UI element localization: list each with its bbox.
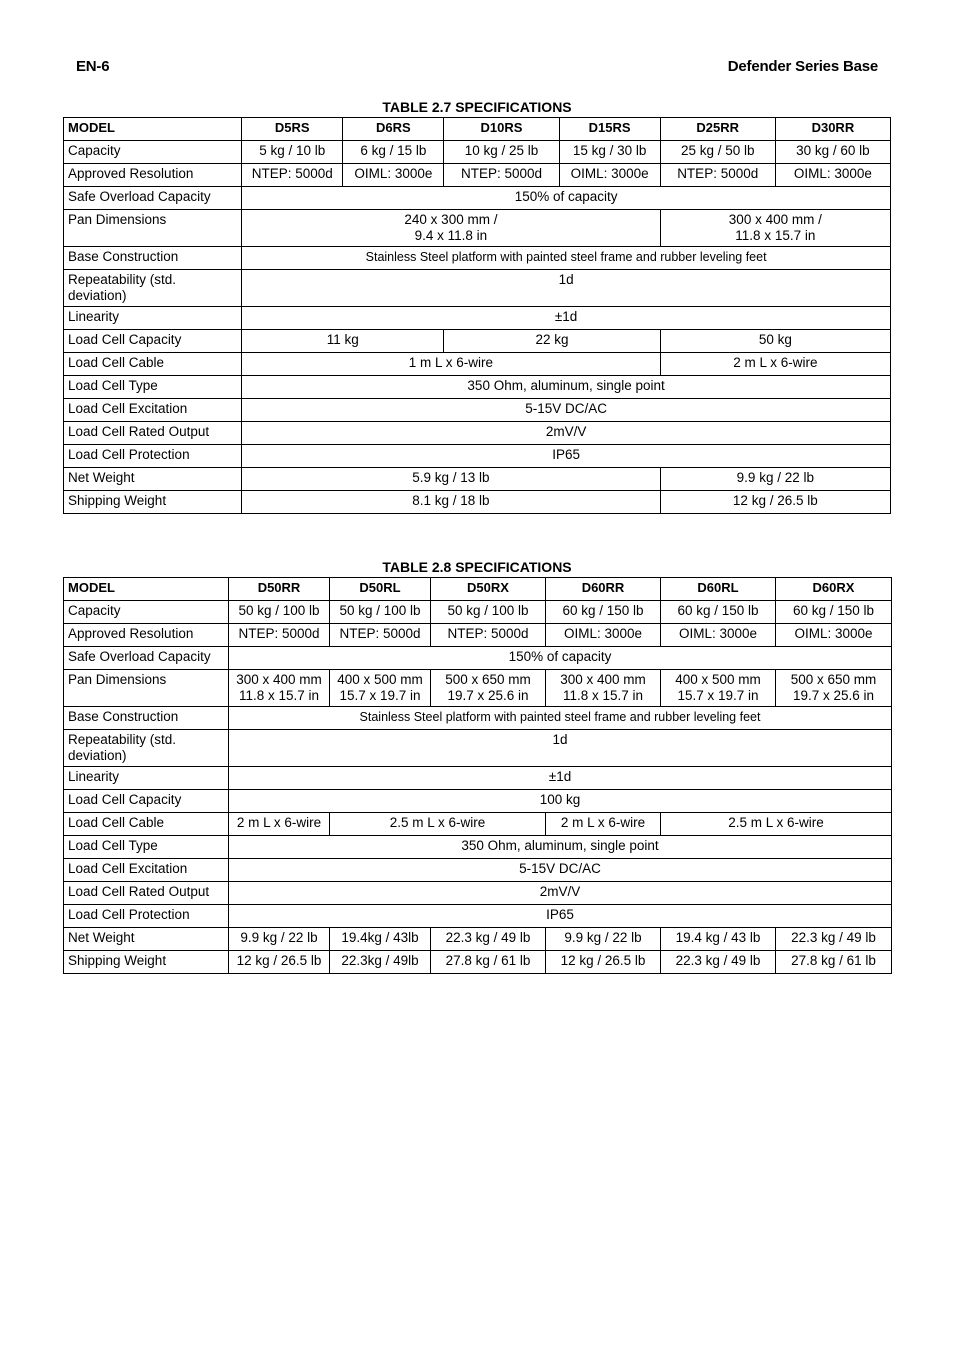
- row-label: Net Weight: [64, 468, 242, 491]
- row-label: Load Cell Capacity: [64, 330, 242, 353]
- table-row: [64, 141, 891, 164]
- table-cell: 60 kg / 150 lb: [546, 601, 661, 624]
- row-label: Load Cell Rated Output: [64, 422, 242, 445]
- table-cell: 5-15V DC/AC: [242, 399, 891, 422]
- table-cell: 500 x 650 mm 19.7 x 25.6 in: [431, 670, 546, 707]
- row-label: Repeatability (std. deviation): [64, 270, 242, 307]
- table-row: [64, 647, 892, 670]
- table-cell: 60 kg / 150 lb: [776, 601, 892, 624]
- table-cell: 350 Ohm, aluminum, single point: [242, 376, 891, 399]
- table-cell: 25 kg / 50 lb: [660, 141, 775, 164]
- row-label: Shipping Weight: [64, 491, 242, 514]
- table-cell: ±1d: [242, 307, 891, 330]
- table-row: [64, 670, 892, 707]
- row-label: Load Cell Rated Output: [64, 882, 229, 905]
- document-title: Defender Series Base: [727, 58, 878, 75]
- table-row: [64, 399, 891, 422]
- table-cell: 22.3 kg / 49 lb: [661, 951, 776, 974]
- specifications-table-2-8: [63, 577, 892, 974]
- table-row: [64, 376, 891, 399]
- table-row: [64, 836, 892, 859]
- table-header-row: [64, 578, 892, 601]
- table-cell: OIML: 3000e: [775, 164, 890, 187]
- table-row: [64, 270, 891, 307]
- table-cell: 8.1 kg / 18 lb: [242, 491, 660, 514]
- table-row: [64, 330, 891, 353]
- table-cell: NTEP: 5000d: [660, 164, 775, 187]
- table-header-row: [64, 118, 891, 141]
- table-cell: 6 kg / 15 lb: [343, 141, 444, 164]
- table-cell: OIML: 3000e: [343, 164, 444, 187]
- table-cell: 10 kg / 25 lb: [444, 141, 559, 164]
- row-label: Linearity: [64, 307, 242, 330]
- table-cell: 50 kg / 100 lb: [431, 601, 546, 624]
- specifications-table-2-7: [63, 117, 891, 514]
- table-cell: 27.8 kg / 61 lb: [431, 951, 546, 974]
- table-cell: 1d: [242, 270, 891, 307]
- table-cell: 2 m L x 6-wire: [229, 813, 330, 836]
- table-row: [64, 767, 892, 790]
- row-label: Linearity: [64, 767, 229, 790]
- table-cell: 22.3kg / 49lb: [330, 951, 431, 974]
- table-cell: 150% of capacity: [242, 187, 891, 210]
- table-cell: Stainless Steel platform with painted steel frame and rubber leveling feet: [229, 707, 892, 730]
- table-row: [64, 164, 891, 187]
- row-label: Load Cell Cable: [64, 813, 229, 836]
- table-row: [64, 859, 892, 882]
- table-row: [64, 445, 891, 468]
- row-label: Base Construction: [64, 247, 242, 270]
- row-label: Load Cell Protection: [64, 905, 229, 928]
- table-cell: NTEP: 5000d: [444, 164, 559, 187]
- table-cell: 27.8 kg / 61 lb: [776, 951, 892, 974]
- table-cell: 350 Ohm, aluminum, single point: [229, 836, 892, 859]
- table-cell: 2 m L x 6-wire: [546, 813, 661, 836]
- table-cell: Stainless Steel platform with painted steel frame and rubber leveling feet: [242, 247, 891, 270]
- table-cell: 300 x 400 mm 11.8 x 15.7 in: [546, 670, 661, 707]
- row-label: Load Cell Excitation: [64, 399, 242, 422]
- table-row: [64, 247, 891, 270]
- table-cell: 2mV/V: [242, 422, 891, 445]
- column-header-model: MODEL: [64, 118, 242, 141]
- table-cell: 1 m L x 6-wire: [242, 353, 660, 376]
- row-label: Load Cell Capacity: [64, 790, 229, 813]
- row-label: Safe Overload Capacity: [64, 647, 229, 670]
- column-header-d50rr: D50RR: [229, 578, 330, 601]
- table-cell: 150% of capacity: [229, 647, 892, 670]
- table-row: [64, 813, 892, 836]
- table-cell: IP65: [229, 905, 892, 928]
- table-row: [64, 353, 891, 376]
- table-cell: NTEP: 5000d: [431, 624, 546, 647]
- table-cell: 19.4kg / 43lb: [330, 928, 431, 951]
- column-header-d60rx: D60RX: [776, 578, 892, 601]
- table-cell: 2.5 m L x 6-wire: [330, 813, 546, 836]
- table-cell: 400 x 500 mm 15.7 x 19.7 in: [330, 670, 431, 707]
- row-label: Pan Dimensions: [64, 670, 229, 707]
- row-label: Approved Resolution: [64, 624, 229, 647]
- table-row: [64, 707, 892, 730]
- row-label: Base Construction: [64, 707, 229, 730]
- table-cell: 9.9 kg / 22 lb: [546, 928, 661, 951]
- table-row: [64, 601, 892, 624]
- table-cell: 22 kg: [444, 330, 660, 353]
- column-header-d60rl: D60RL: [661, 578, 776, 601]
- table-cell: ±1d: [229, 767, 892, 790]
- table-cell: 12 kg / 26.5 lb: [546, 951, 661, 974]
- table-cell: 240 x 300 mm / 9.4 x 11.8 in: [242, 210, 660, 247]
- table-cell: 15 kg / 30 lb: [559, 141, 660, 164]
- table-cell: OIML: 3000e: [546, 624, 661, 647]
- table-cell: 100 kg: [229, 790, 892, 813]
- table-row: [64, 730, 892, 767]
- column-header-d6rs: D6RS: [343, 118, 444, 141]
- table-row: [64, 491, 891, 514]
- table-cell: OIML: 3000e: [661, 624, 776, 647]
- table-cell: 5 kg / 10 lb: [242, 141, 343, 164]
- row-label: Safe Overload Capacity: [64, 187, 242, 210]
- table-2-7-caption: TABLE 2.7 SPECIFICATIONS: [382, 99, 572, 115]
- table-2-8-caption: TABLE 2.8 SPECIFICATIONS: [382, 559, 572, 575]
- row-label: Load Cell Type: [64, 836, 229, 859]
- table-cell: 12 kg / 26.5 lb: [229, 951, 330, 974]
- column-header-model: MODEL: [64, 578, 229, 601]
- column-header-d25rr: D25RR: [660, 118, 775, 141]
- table-cell: NTEP: 5000d: [242, 164, 343, 187]
- table-cell: IP65: [242, 445, 891, 468]
- row-label: Load Cell Excitation: [64, 859, 229, 882]
- table-cell: 9.9 kg / 22 lb: [229, 928, 330, 951]
- table-row: [64, 468, 891, 491]
- row-label: Net Weight: [64, 928, 229, 951]
- table-cell: 50 kg / 100 lb: [229, 601, 330, 624]
- row-label: Capacity: [64, 141, 242, 164]
- row-label: Capacity: [64, 601, 229, 624]
- table-cell: 60 kg / 150 lb: [661, 601, 776, 624]
- table-row: [64, 210, 891, 247]
- column-header-d10rs: D10RS: [444, 118, 559, 141]
- row-label: Load Cell Cable: [64, 353, 242, 376]
- column-header-d50rx: D50RX: [431, 578, 546, 601]
- table-cell: 5-15V DC/AC: [229, 859, 892, 882]
- table-cell: NTEP: 5000d: [229, 624, 330, 647]
- row-label: Load Cell Protection: [64, 445, 242, 468]
- column-header-d15rs: D15RS: [559, 118, 660, 141]
- table-cell: 2.5 m L x 6-wire: [661, 813, 892, 836]
- table-cell: 500 x 650 mm 19.7 x 25.6 in: [776, 670, 892, 707]
- row-label: Approved Resolution: [64, 164, 242, 187]
- column-header-d30rr: D30RR: [775, 118, 890, 141]
- table-row: [64, 422, 891, 445]
- table-row: [64, 951, 892, 974]
- table-cell: 2mV/V: [229, 882, 892, 905]
- table-cell: 22.3 kg / 49 lb: [776, 928, 892, 951]
- table-row: [64, 928, 892, 951]
- table-cell: 1d: [229, 730, 892, 767]
- table-cell: OIML: 3000e: [776, 624, 892, 647]
- row-label: Repeatability (std. deviation): [64, 730, 229, 767]
- table-cell: 2 m L x 6-wire: [660, 353, 890, 376]
- table-cell: 12 kg / 26.5 lb: [660, 491, 890, 514]
- table-row: [64, 790, 892, 813]
- table-cell: 22.3 kg / 49 lb: [431, 928, 546, 951]
- table-cell: 300 x 400 mm / 11.8 x 15.7 in: [660, 210, 890, 247]
- table-cell: 50 kg / 100 lb: [330, 601, 431, 624]
- table-row: [64, 624, 892, 647]
- table-cell: 50 kg: [660, 330, 890, 353]
- table-row: [64, 187, 891, 210]
- table-row: [64, 882, 892, 905]
- page-number: EN-6: [76, 58, 110, 75]
- table-cell: 300 x 400 mm 11.8 x 15.7 in: [229, 670, 330, 707]
- table-row: [64, 307, 891, 330]
- table-cell: NTEP: 5000d: [330, 624, 431, 647]
- column-header-d50rl: D50RL: [330, 578, 431, 601]
- table-cell: 30 kg / 60 lb: [775, 141, 890, 164]
- table-cell: 9.9 kg / 22 lb: [660, 468, 890, 491]
- table-cell: OIML: 3000e: [559, 164, 660, 187]
- table-cell: 11 kg: [242, 330, 444, 353]
- column-header-d60rr: D60RR: [546, 578, 661, 601]
- row-label: Shipping Weight: [64, 951, 229, 974]
- table-cell: 5.9 kg / 13 lb: [242, 468, 660, 491]
- column-header-d5rs: D5RS: [242, 118, 343, 141]
- row-label: Load Cell Type: [64, 376, 242, 399]
- row-label: Pan Dimensions: [64, 210, 242, 247]
- table-cell: 19.4 kg / 43 lb: [661, 928, 776, 951]
- table-cell: 400 x 500 mm 15.7 x 19.7 in: [661, 670, 776, 707]
- table-row: [64, 905, 892, 928]
